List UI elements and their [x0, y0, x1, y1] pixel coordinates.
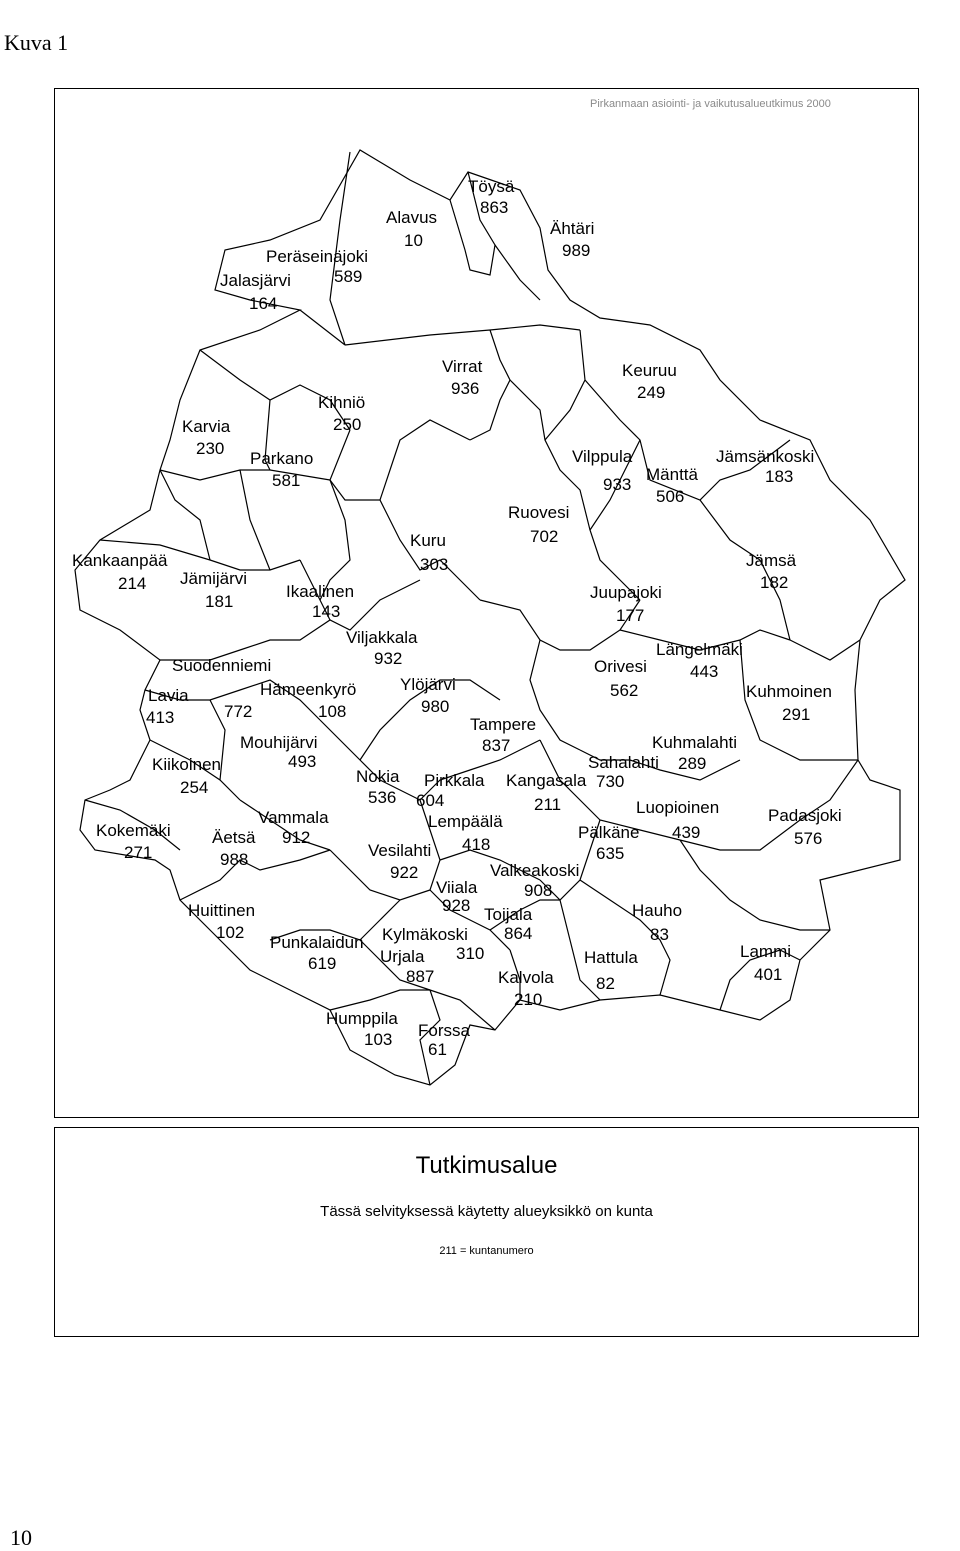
municipality-name-langelmaki: Längelmäki — [656, 640, 743, 659]
municipality-code-jamsankoski: 183 — [765, 467, 794, 486]
municipality-name-mouhijarvi: Mouhijärvi — [240, 733, 318, 752]
municipality-code-palkane: 635 — [596, 844, 625, 863]
municipality-name-kiikoinen: Kiikoinen — [152, 755, 221, 774]
municipality-code-aetsa: 988 — [220, 850, 249, 869]
municipality-name-hattula: Hattula — [584, 948, 638, 967]
municipality-name-vilppula: Vilppula — [572, 447, 633, 466]
municipality-name-huittinen: Huittinen — [188, 901, 256, 920]
municipality-code-ylojarvi: 980 — [421, 697, 450, 716]
municipality-code-hauho: 83 — [650, 925, 669, 944]
municipality-name-aetsa: Äetsä — [212, 828, 256, 847]
municipality-name-ikaalinen: Ikaalinen — [286, 582, 355, 601]
municipality-name-toysa: Töysä — [468, 177, 515, 196]
municipality-name-kokemaki: Kokemäki — [96, 821, 171, 840]
municipality-labels — [72, 177, 842, 1059]
municipality-code-kylmakoski: 310 — [456, 944, 485, 963]
municipality-code-langelmaki: 443 — [690, 662, 719, 681]
municipality-code-punkalaidun: 619 — [308, 954, 337, 973]
municipality-name-nokia: Nokia — [356, 767, 400, 786]
municipality-name-urjala: Urjala — [380, 947, 425, 966]
municipality-name-ahtari: Ähtäri — [550, 219, 595, 238]
municipality-code-ikaalinen: 143 — [312, 602, 341, 621]
municipality-name-orivesi: Orivesi — [594, 657, 647, 676]
municipality-code-orivesi: 562 — [610, 681, 639, 700]
municipality-code-ruovesi: 702 — [530, 527, 559, 546]
municipality-name-ruovesi: Ruovesi — [508, 503, 570, 522]
municipality-code-vesilahti: 922 — [390, 863, 419, 882]
municipality-code-mantta: 506 — [656, 487, 685, 506]
municipality-code-kuhmalahti: 289 — [678, 754, 707, 773]
page-title: Kuva 1 — [4, 30, 69, 55]
municipality-code-lempaala: 418 — [462, 835, 491, 854]
municipality-code-lammi: 401 — [754, 965, 783, 984]
municipality-name-lavia: Lavia — [148, 686, 189, 705]
municipality-name-jamsa: Jämsä — [746, 551, 797, 570]
page-number: 10 — [10, 1525, 32, 1550]
municipality-code-ahtari: 989 — [562, 241, 591, 260]
municipality-code-juupajoki: 177 — [616, 606, 645, 625]
municipality-name-kihnio: Kihniö — [318, 393, 366, 412]
municipality-name-luopioinen: Luopioinen — [636, 798, 720, 817]
municipality-code-lavia: 413 — [146, 708, 175, 727]
municipality-name-jalasjarvi: Jalasjärvi — [220, 271, 291, 290]
municipality-name-lempaala: Lempäälä — [428, 812, 503, 831]
municipality-name-humppila: Humppila — [326, 1009, 398, 1028]
municipality-code-jamsa: 182 — [760, 573, 789, 592]
municipality-name-karvia: Karvia — [182, 417, 231, 436]
municipality-name-padasjoki: Padasjoki — [768, 806, 842, 825]
municipality-name-hameenkyro: Hämeenkyrö — [260, 680, 357, 699]
municipality-name-kuhmoinen: Kuhmoinen — [746, 682, 833, 701]
municipality-code-valkeakoski: 908 — [524, 881, 553, 900]
legend-description: Tässä selvityksessä käytetty alueyksikkö on kunta — [320, 1203, 653, 1220]
municipality-name-jamsankoski: Jämsänkoski — [716, 447, 815, 466]
municipality-name-forssa: Forssa — [418, 1021, 470, 1040]
municipality-name-kylmakoski: Kylmäkoski — [382, 925, 468, 944]
municipality-name-kuhmalahti: Kuhmalahti — [652, 733, 738, 752]
municipality-name-lammi: Lammi — [740, 942, 792, 961]
municipality-name-hauho: Hauho — [632, 901, 683, 920]
municipality-name-punkalaidun: Punkalaidun — [270, 933, 364, 952]
municipality-name-keuruu: Keuruu — [622, 361, 677, 380]
municipality-code-viljakkala: 932 — [374, 649, 403, 668]
municipality-name-viljakkala: Viljakkala — [346, 628, 418, 647]
municipality-code-luopioinen: 439 — [672, 823, 701, 842]
municipality-name-kuru: Kuru — [410, 531, 446, 550]
municipality-code-kihnio: 250 — [333, 415, 362, 434]
municipality-code-kuru: 303 — [420, 555, 449, 574]
municipality-code-karvia: 230 — [196, 439, 225, 458]
municipality-name-toijala: Toijala — [484, 905, 533, 924]
legend-key: 211 = kuntanumero — [439, 1245, 534, 1257]
municipality-code-huittinen: 102 — [216, 923, 245, 942]
municipality-code-kankaanpaa: 214 — [118, 574, 147, 593]
municipality-code-urjala: 887 — [406, 967, 435, 986]
municipality-code-parkano: 581 — [272, 471, 301, 490]
municipality-code-nokia: 536 — [368, 788, 397, 807]
municipality-code-mouhijarvi: 493 — [288, 752, 317, 771]
municipality-code-virrat: 936 — [451, 379, 480, 398]
municipality-name-vammala: Vammala — [258, 808, 329, 827]
municipality-name-suodenniemi: Suodenniemi — [172, 656, 272, 675]
municipality-name-parkano: Parkano — [250, 449, 314, 468]
municipality-code-hameenkyro: 108 — [318, 702, 347, 721]
municipality-name-virrat: Virrat — [442, 357, 483, 376]
municipality-name-valkeakoski: Valkeakoski — [490, 861, 580, 880]
municipality-name-palkane: Pälkäne — [578, 823, 640, 842]
municipality-code-tampere: 837 — [482, 736, 511, 755]
municipality-code-vammala: 912 — [282, 828, 311, 847]
municipality-name-tampere: Tampere — [470, 715, 537, 734]
legend-box — [54, 1127, 919, 1337]
municipality-code-kangasala: 211 — [534, 795, 562, 814]
municipality-name-peraseinajoki: Peräseinäjoki — [266, 247, 369, 266]
municipality-name-kankaanpaa: Kankaanpää — [72, 551, 168, 570]
municipality-name-pirkkala: Pirkkala — [424, 771, 485, 790]
municipality-name-viiala: Viiala — [436, 878, 478, 897]
municipality-code-jamijarvi: 181 — [205, 592, 234, 611]
municipality-code-jalasjarvi: 164 — [249, 294, 278, 313]
municipality-code-pirkkala: 604 — [416, 791, 445, 810]
municipality-name-alavus: Alavus — [386, 208, 438, 227]
municipality-code-kuhmoinen: 291 — [782, 705, 811, 724]
municipality-name-kangasala: Kangasala — [506, 771, 587, 790]
municipality-name-ylojarvi: Ylöjärvi — [400, 675, 456, 694]
map-credit: Pirkanmaan asiointi- ja vaikutusalueutkimus 2000 — [590, 98, 831, 110]
municipality-name-kalvola: Kalvola — [498, 968, 554, 987]
legend-title: Tutkimusalue — [415, 1152, 558, 1179]
municipality-name-juupajoki: Juupajoki — [590, 583, 662, 602]
municipality-code-sahalahti: 730 — [596, 772, 625, 791]
municipality-code-kokemaki: 271 — [124, 843, 153, 862]
municipality-name-vesilahti: Vesilahti — [368, 841, 432, 860]
municipality-code-keuruu: 249 — [637, 383, 666, 402]
municipality-code-kiikoinen: 254 — [180, 778, 209, 797]
municipality-code-humppila: 103 — [364, 1030, 393, 1049]
municipality-code-padasjoki: 576 — [794, 829, 823, 848]
municipality-code-hattula: 82 — [596, 974, 615, 993]
municipality-code-vilppula: 933 — [603, 475, 632, 494]
municipality-name-sahalahti: Sahalahti — [588, 753, 659, 772]
municipality-code-viiala: 928 — [442, 896, 471, 915]
municipality-code-toysa: 863 — [480, 198, 509, 217]
municipality-code-peraseinajoki: 589 — [334, 267, 363, 286]
municipality-name-jamijarvi: Jämijärvi — [180, 569, 248, 588]
municipality-code-alavus: 10 — [404, 231, 423, 250]
municipality-code-kalvola: 210 — [514, 990, 543, 1009]
municipality-code-suodenniemi: 772 — [224, 702, 253, 721]
municipality-code-toijala: 864 — [504, 924, 533, 943]
municipality-name-mantta: Mänttä — [646, 465, 698, 484]
municipality-code-forssa: 61 — [428, 1040, 447, 1059]
